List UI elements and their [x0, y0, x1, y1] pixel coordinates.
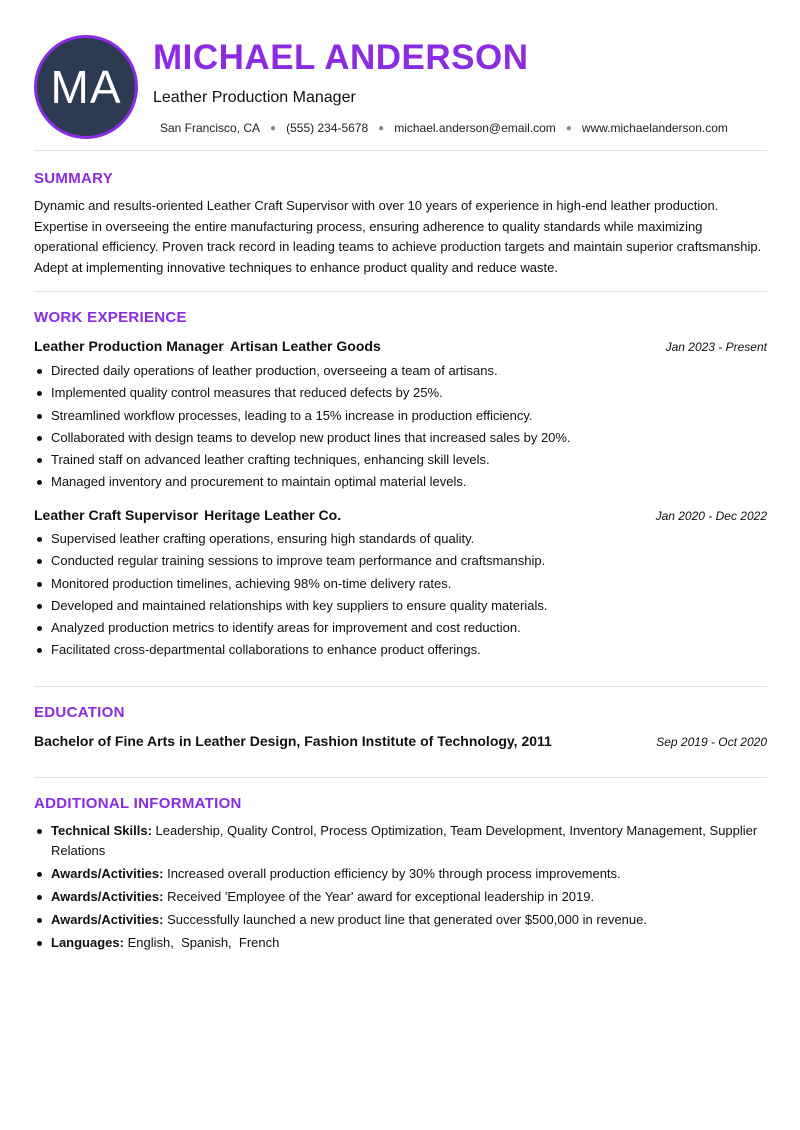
- list-item: Managed inventory and procurement to maintain optimal material levels.: [34, 471, 767, 493]
- separator-dot-icon: ●: [378, 122, 385, 134]
- job-header: [34, 338, 767, 354]
- list-item: [34, 887, 767, 907]
- info-label: Languages:: [51, 934, 124, 950]
- job-company: Artisan Leather Goods: [229, 338, 381, 354]
- job-header: [34, 507, 767, 523]
- info-text: Leadership, Quality Control, Process Optimization, Team Development, Inventory Management, Supplier Relations: [51, 823, 758, 858]
- contact-email[interactable]: michael.anderson@email.com: [394, 121, 556, 135]
- summary-text: Dynamic and results-oriented Leather Craft Supervisor with over 10 years of experience in high-end leather production. Expertise in overseeing the entire manufacturing process, ensuring adherence to quality standards while maximizing operational efficiency. Proven track record in leading teams to achieve production targets and maintain superior craftsmanship. Adept at implementing innovative techniques to enhance product quality and reduce waste.: [34, 198, 762, 275]
- education-heading: EDUCATION: [34, 704, 125, 721]
- section-divider: [34, 291, 767, 292]
- candidate-title: Leather Production Manager: [153, 89, 356, 106]
- section-divider: [34, 686, 767, 687]
- list-item: Facilitated cross-departmental collaborations to enhance product offerings.: [34, 639, 767, 661]
- summary-heading: SUMMARY: [34, 170, 114, 187]
- info-text: Received 'Employee of the Year' award for exceptional leadership in 2019.: [167, 888, 595, 904]
- candidate-name: MICHAEL ANDERSON: [153, 38, 529, 77]
- education-dates: Sep 2019 - Oct 2020: [656, 735, 767, 749]
- list-item: [34, 821, 767, 860]
- list-item: [34, 933, 767, 953]
- separator-dot-icon: ●: [270, 122, 277, 134]
- job-bullet-list: [34, 360, 767, 494]
- job-title: Leather Craft Supervisor: [34, 507, 199, 523]
- list-item: [34, 864, 767, 884]
- section-divider: [34, 150, 767, 151]
- education-degree: Bachelor of Fine Arts in Leather Design, Fashion Institute of Technology, 2011: [34, 733, 552, 749]
- info-text: English, Spanish, French: [127, 934, 280, 950]
- info-text: Successfully launched a new product line that generated over $500,000 in revenue.: [167, 911, 647, 927]
- list-item: Collaborated with design teams to develop new product lines that increased sales by 20%.: [34, 427, 767, 449]
- experience-heading: WORK EXPERIENCE: [34, 309, 187, 326]
- list-item: Directed daily operations of leather production, overseeing a team of artisans.: [34, 360, 767, 382]
- job-title-line: [34, 507, 341, 523]
- job-dates: Jan 2020 - Dec 2022: [655, 509, 767, 523]
- avatar: [34, 35, 138, 139]
- job-bullet-list: [34, 528, 767, 662]
- job-dates: Jan 2023 - Present: [665, 340, 767, 354]
- list-item: Supervised leather crafting operations, ensuring high standards of quality.: [34, 528, 767, 550]
- list-item: Monitored production timelines, achieving 98% on-time delivery rates.: [34, 573, 767, 595]
- education-entry: [34, 733, 767, 749]
- info-label: Technical Skills:: [51, 823, 152, 838]
- list-item: Implemented quality control measures that reduced defects by 25%.: [34, 382, 767, 404]
- contact-location: San Francisco, CA: [160, 121, 261, 135]
- job-title-line: [34, 338, 381, 354]
- contact-website[interactable]: www.michaelanderson.com: [581, 121, 728, 135]
- list-item: Streamlined workflow processes, leading to a 15% increase in production efficiency.: [34, 405, 767, 427]
- job-company: Heritage Leather Co.: [204, 507, 342, 523]
- list-item: Conducted regular training sessions to improve team performance and craftsmanship.: [34, 550, 767, 572]
- additional-info-list: [34, 821, 767, 956]
- list-item: [34, 910, 767, 930]
- info-label: Awards/Activities:: [51, 888, 164, 904]
- list-item: Developed and maintained relationships with key suppliers to ensure quality materials.: [34, 595, 767, 617]
- info-text: Increased overall production efficiency by 30% through process improvements.: [167, 865, 621, 881]
- additional-heading: ADDITIONAL INFORMATION: [34, 795, 242, 812]
- section-divider: [34, 777, 767, 778]
- contact-bar: [160, 121, 728, 135]
- avatar-initials: MA: [50, 61, 122, 113]
- job-title: Leather Production Manager: [34, 338, 224, 354]
- contact-phone[interactable]: (555) 234-5678: [286, 121, 369, 135]
- info-label: Awards/Activities:: [51, 865, 164, 881]
- separator-dot-icon: ●: [565, 122, 572, 134]
- info-label: Awards/Activities:: [51, 911, 164, 927]
- list-item: Analyzed production metrics to identify areas for improvement and cost reduction.: [34, 617, 767, 639]
- list-item: Trained staff on advanced leather crafting techniques, enhancing skill levels.: [34, 449, 767, 471]
